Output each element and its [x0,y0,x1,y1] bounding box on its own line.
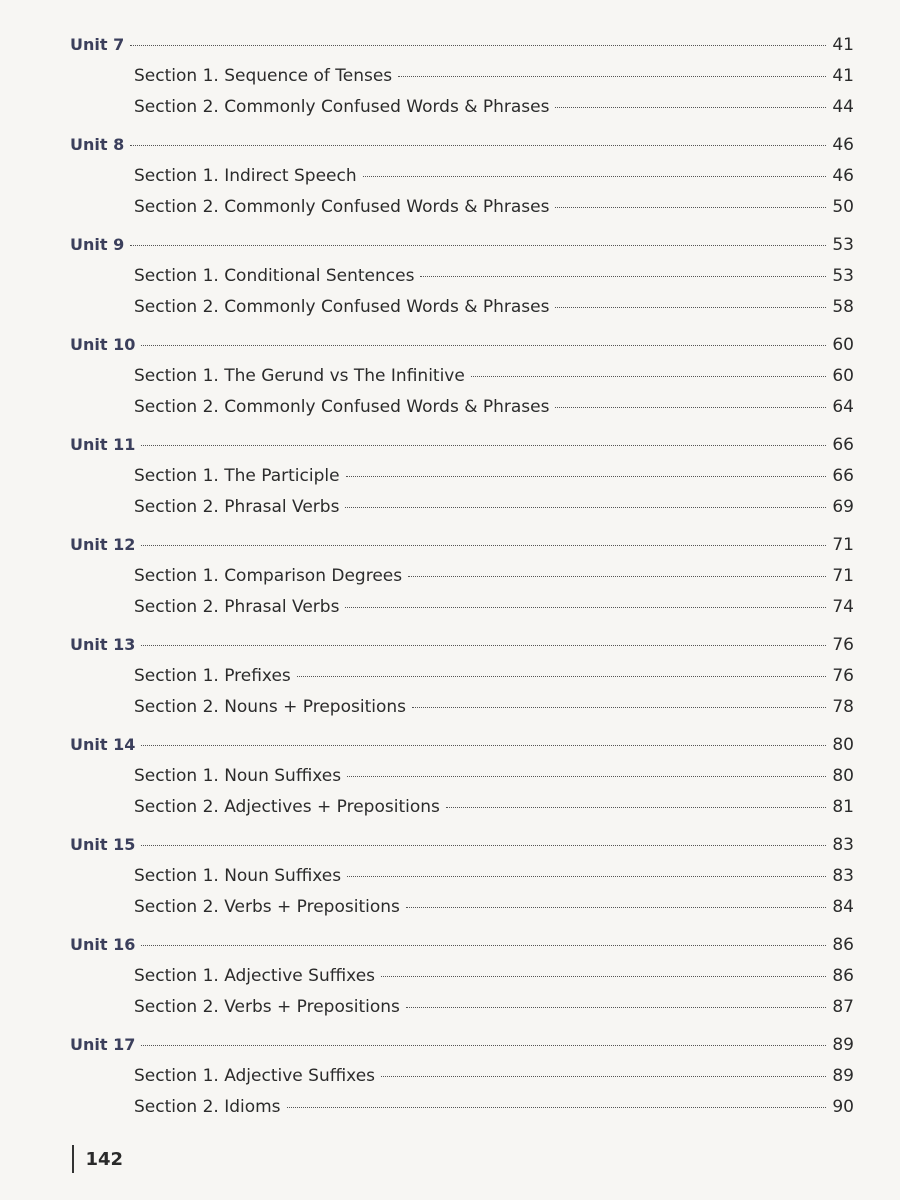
unit-title: Unit 12 [70,535,136,554]
dot-leader [408,575,826,577]
page-ref: 76 [832,666,854,686]
dot-leader [347,875,826,877]
section-title: Section 1. Conditional Sentences [134,266,415,286]
page-ref: 83 [832,835,854,855]
unit-13 [70,628,854,723]
page-ref: 87 [832,997,854,1017]
toc-unit-row[interactable] [70,728,854,761]
dot-leader [287,1106,826,1108]
section-title: Section 1. The Gerund vs The Infinitive [134,366,465,386]
toc-unit-row[interactable] [70,828,854,861]
page-ref: 71 [832,535,854,555]
toc-section-row[interactable] [70,461,854,492]
dot-leader [555,306,826,308]
section-title: Section 1. Indirect Speech [134,166,357,186]
page-ref: 60 [832,335,854,355]
page-ref: 53 [832,266,854,286]
toc-unit-row[interactable] [70,128,854,161]
section-title: Section 1. Sequence of Tenses [134,66,393,86]
dot-leader [130,44,826,46]
page-ref: 86 [832,966,854,986]
toc-section-row[interactable] [70,961,854,992]
dot-leader [347,775,826,777]
page-ref: 69 [832,497,854,517]
unit-11 [70,428,854,523]
dot-leader [141,1044,826,1046]
section-title: Section 2. Commonly Confused Words & Phrases [134,97,550,117]
dot-leader [130,244,826,246]
dot-leader [141,344,826,346]
section-title: Section 2. Idioms [134,1097,281,1117]
page-ref: 46 [832,135,854,155]
unit-7 [70,28,854,123]
page-ref: 86 [832,935,854,955]
dot-leader [406,1006,826,1008]
toc-section-row[interactable] [70,1092,854,1123]
section-title: Section 2. Phrasal Verbs [134,597,340,617]
dot-leader [345,506,826,508]
dot-leader [555,106,826,108]
dot-leader [130,144,826,146]
dot-leader [406,906,826,908]
section-title: Section 1. Adjective Suffixes [134,1066,376,1086]
dot-leader [346,475,826,477]
toc-unit-row[interactable] [70,28,854,61]
dot-leader [141,644,826,646]
section-title: Section 2. Nouns + Prepositions [134,697,406,717]
dot-leader [412,706,826,708]
toc-unit-row[interactable] [70,528,854,561]
dot-leader [141,444,826,446]
section-title: Section 2. Commonly Confused Words & Phrases [134,197,550,217]
page-ref: 60 [832,366,854,386]
page-number: 142 [85,1148,124,1170]
page-ref: 41 [832,66,854,86]
unit-12 [70,528,854,623]
toc-section-row[interactable] [70,1061,854,1092]
dot-leader [345,606,826,608]
toc-unit-row[interactable] [70,428,854,461]
page-ref: 83 [832,866,854,886]
section-title: Section 2. Verbs + Prepositions [134,997,400,1017]
section-title: Section 2. Phrasal Verbs [134,497,340,517]
unit-10 [70,328,854,423]
dot-leader [363,175,826,177]
toc-section-row[interactable] [70,561,854,592]
table-of-contents [70,28,854,1128]
unit-title: Unit 16 [70,935,136,954]
toc-section-row[interactable] [70,61,854,92]
page-ref: 71 [832,566,854,586]
dot-leader [297,675,826,677]
toc-section-row[interactable] [70,192,854,223]
section-title: Section 1. Adjective Suffixes [134,966,376,986]
dot-leader [420,275,826,277]
section-title: Section 1. Comparison Degrees [134,566,403,586]
page-ref: 46 [832,166,854,186]
page-ref: 41 [832,35,854,55]
dot-leader [471,375,826,377]
section-title: Section 2. Verbs + Prepositions [134,897,400,917]
page-ref: 89 [832,1035,854,1055]
unit-8 [70,128,854,223]
section-title: Section 1. The Participle [134,466,340,486]
unit-title: Unit 9 [70,235,125,254]
unit-title: Unit 15 [70,835,136,854]
page-ref: 80 [832,766,854,786]
dot-leader [141,744,826,746]
section-title: Section 1. Prefixes [134,666,291,686]
toc-unit-row[interactable] [70,328,854,361]
dot-leader [555,206,826,208]
toc-section-row[interactable] [70,692,854,723]
page-ref: 80 [832,735,854,755]
unit-title: Unit 7 [70,35,125,54]
unit-9 [70,228,854,323]
section-title: Section 2. Commonly Confused Words & Phrases [134,397,550,417]
toc-section-row[interactable] [70,661,854,692]
unit-title: Unit 13 [70,635,136,654]
page-ref: 81 [832,797,854,817]
unit-14 [70,728,854,823]
toc-section-row[interactable] [70,492,854,523]
unit-15 [70,828,854,923]
toc-unit-row[interactable] [70,928,854,961]
page-ref: 90 [832,1097,854,1117]
section-title: Section 2. Adjectives + Prepositions [134,797,440,817]
unit-title: Unit 11 [70,435,136,454]
page-ref: 53 [832,235,854,255]
page-ref: 78 [832,697,854,717]
toc-section-row[interactable] [70,761,854,792]
toc-unit-row[interactable] [70,1028,854,1061]
section-title: Section 1. Noun Suffixes [134,866,342,886]
page-ref: 58 [832,297,854,317]
page-ref: 66 [832,466,854,486]
footer-divider [72,1145,74,1173]
dot-leader [381,1075,826,1077]
dot-leader [141,844,826,846]
dot-leader [398,75,826,77]
toc-section-row[interactable] [70,361,854,392]
toc-section-row[interactable] [70,392,854,423]
unit-title: Unit 17 [70,1035,136,1054]
toc-section-row[interactable] [70,892,854,923]
unit-17 [70,1028,854,1123]
toc-section-row[interactable] [70,992,854,1023]
dot-leader [141,944,826,946]
toc-section-row[interactable] [70,792,854,823]
page-footer [72,1145,123,1173]
toc-section-row[interactable] [70,261,854,292]
unit-title: Unit 10 [70,335,136,354]
dot-leader [446,806,826,808]
toc-unit-row[interactable] [70,628,854,661]
toc-section-row[interactable] [70,292,854,323]
page-ref: 84 [832,897,854,917]
toc-unit-row[interactable] [70,228,854,261]
page-ref: 50 [832,197,854,217]
page-ref: 66 [832,435,854,455]
toc-section-row[interactable] [70,161,854,192]
toc-section-row[interactable] [70,592,854,623]
page-ref: 64 [832,397,854,417]
page-ref: 76 [832,635,854,655]
dot-leader [141,544,826,546]
section-title: Section 1. Noun Suffixes [134,766,342,786]
unit-16 [70,928,854,1023]
toc-section-row[interactable] [70,92,854,123]
unit-title: Unit 8 [70,135,125,154]
dot-leader [381,975,826,977]
dot-leader [555,406,826,408]
page-ref: 74 [832,597,854,617]
section-title: Section 2. Commonly Confused Words & Phrases [134,297,550,317]
toc-section-row[interactable] [70,861,854,892]
page-ref: 44 [832,97,854,117]
page-ref: 89 [832,1066,854,1086]
unit-title: Unit 14 [70,735,136,754]
